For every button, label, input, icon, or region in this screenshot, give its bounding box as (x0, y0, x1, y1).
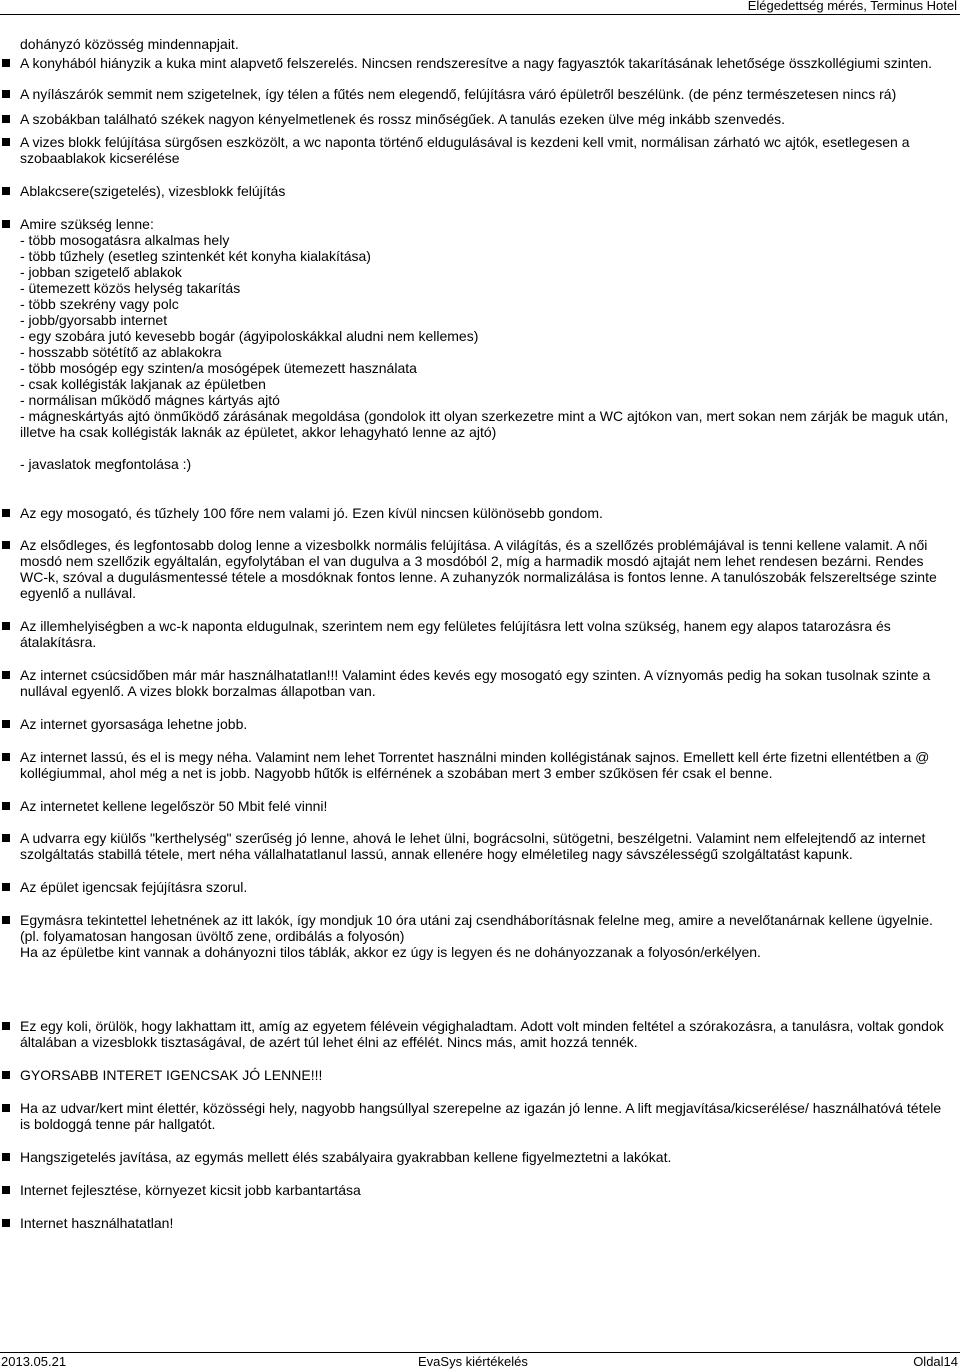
comment-item (0, 1182, 960, 1198)
square-bullet-icon (2, 1186, 10, 1194)
comment-item (0, 879, 960, 895)
comment-text: Az illemhelyiségben a wc-k naponta eldugulnak, szerintem nem egy felületes felújításra lett volna szükség, hanem egy alapos tatarozásra és átalakításra. (20, 618, 891, 650)
square-bullet-icon (2, 90, 10, 98)
header-title: Elégedettség mérés, Terminus Hotel (747, 0, 957, 13)
comment-item (0, 1018, 960, 1050)
square-bullet-icon (2, 220, 10, 228)
footer-title: EvaSys kiértékelés (418, 1354, 528, 1369)
square-bullet-icon (2, 187, 10, 195)
continuation-text: dohányzó közösség mindennapjait. (20, 36, 239, 52)
square-bullet-icon (2, 1022, 10, 1030)
comment-item (0, 111, 960, 127)
square-bullet-icon (2, 1104, 10, 1112)
square-bullet-icon (2, 1071, 10, 1079)
square-bullet-icon (2, 59, 10, 67)
comment-text: A vizes blokk felújítása sürgősen eszközölt, a wc naponta történő eldugulásával is kezdeni kell vmit, normálisan zárható wc ajtók, esetlegesen a szobaablakok kicserélése (20, 134, 910, 166)
comment-text: A szobákban található székek nagyon kényelmetlenek és rossz minőségűek. A tanulás ezeken ülve még inkább szenvedés. (20, 111, 786, 127)
square-bullet-icon (2, 883, 10, 891)
comment-text: Internet használhatatlan! (20, 1215, 174, 1231)
comment-item (0, 1100, 960, 1132)
square-bullet-icon (2, 509, 10, 517)
footer-page-number: Oldal14 (913, 1354, 958, 1369)
comment-text: Az épület igencsak fejújításra szorul. (20, 879, 248, 895)
comment-item (0, 86, 960, 102)
comment-item (0, 830, 960, 862)
comment-text: Az egy mosogató, és tűzhely 100 főre nem valami jó. Ezen kívül nincsen különösebb gondom. (20, 505, 603, 521)
comment-text: Az internet csúcsidőben már már használhatatlan!!! Valamint édes kevés egy mosogató egy szinten. A víznyomás pedig ha sokan tusolnak szinte a nullával egyenlő. A vizes blokk borzalmas állapotban van. (20, 667, 931, 699)
comment-item (0, 216, 960, 472)
square-bullet-icon (2, 115, 10, 123)
comment-text: Ablakcsere(szigetelés), vizesblokk felújítás (20, 183, 286, 199)
comment-item (0, 1149, 960, 1165)
comment-text: Ez egy koli, örülök, hogy lakhattam itt, amíg az egyetem félévein végighaladtam. Adott volt minden feltétel a szórakozásra, a tanulásra, voltak gondok általában a vizesblokk tisztaságával, de azért túl lehet élni az effélét. Nincs más, amit hozzá tennék. (20, 1018, 944, 1050)
square-bullet-icon (2, 138, 10, 146)
comment-item (0, 55, 960, 71)
footer-date: 2013.05.21 (1, 1354, 67, 1369)
comment-item (0, 134, 960, 166)
square-bullet-icon (2, 671, 10, 679)
square-bullet-icon (2, 1219, 10, 1227)
comment-item (0, 537, 960, 601)
comment-item (0, 183, 960, 199)
comment-item (0, 667, 960, 699)
square-bullet-icon (2, 622, 10, 630)
comment-text: A konyhából hiányzik a kuka mint alapvető felszerelés. Nincsen rendszeresítve a nagy fagyasztók takarításának lehetősége összkollégiumi szinten. (20, 55, 933, 71)
comment-item (0, 912, 960, 960)
page-footer (0, 1352, 960, 1372)
comment-text: Az internetet kellene legelőször 50 Mbit felé vinni! (20, 798, 328, 814)
square-bullet-icon (2, 720, 10, 728)
comment-text: Az internet gyorsasága lehetne jobb. (20, 716, 248, 732)
square-bullet-icon (2, 802, 10, 810)
square-bullet-icon (2, 1153, 10, 1161)
comment-text: Internet fejlesztése, környezet kicsit jobb karbantartása (20, 1182, 361, 1198)
page-header (0, 0, 960, 15)
comment-text: Amire szükség lenne: - több mosogatásra alkalmas hely - több tűzhely (esetleg szintenkét két konyha kialakítása) - jobban szigetelő ablakok - ütemezett közös helység takarítás - több szekrény vagy polc - jobb/gyorsabb internet - egy szobára jutó kevesebb bogár (ágyipoloskákkal aludni nem kellemes) - hosszabb sötétítő az ablakokra - több mosógép egy szinten/a mosógépek ütemezett használata - csak kollégisták lakjanak az épületben - normálisan működő mágnes kártyás ajtó - mágneskártyás ajtó önműködő zárásának megoldása (gondolok itt olyan szerkezetre mint a WC ajtókon van, mert sokan nem zárják be maguk után, illetve ha csak kollégisták laknák az épületet, akkor lehagyható lenne az ajtó) - javaslatok megfontolása :) (20, 216, 949, 472)
comment-item (0, 505, 960, 521)
comment-item (0, 1067, 960, 1083)
square-bullet-icon (2, 753, 10, 761)
comment-text: Az elsődleges, és legfontosabb dolog lenne a vizesbolkk normális felújítása. A világítás, és a szellőzés problémájával is tenni kellene valamit. A női mosdó nem szellőzik egyáltalán, egyfolytában el van dugulva a 3 mosdóból 2, míg a harmadik mosdó ajtaját nem lehet rendesen bezárni. Rendes WC-k, szóval a dugulásmentessé tétele a mosdóknak fontos lenne. A zuhanyzók normalizálása is fontos lenne. A tanulószobák felszereltsége szinte egyenlő a nullával. (20, 537, 937, 601)
square-bullet-icon (2, 541, 10, 549)
comment-item (0, 749, 960, 781)
comment-text: Hangszigetelés javítása, az egymás mellett élés szabályaira gyakrabban kellene figyelmeztetni a lakókat. (20, 1149, 672, 1165)
comment-item (0, 1215, 960, 1231)
comment-text: A nyílászárók semmit nem szigetelnek, így télen a fűtés nem elegendő, felújításra váró épületről beszélünk. (de pénz természetesen nincs rá) (20, 86, 897, 102)
comment-text: Ha az udvar/kert mint élettér, közösségi hely, nagyobb hangsúllyal szerepelne az igazán jó lenne. A lift megjavítása/kicserélése/ használhatóvá tétele is boldoggá tenne pár hallgatót. (20, 1100, 942, 1132)
comment-text: Az internet lassú, és el is megy néha. Valamint nem lehet Torrentet használni minden kollégistának sajnos. Emellett kell érte fizetni ellentétben a @ kollégiummal, ahol még a net is jobb. Nagyobb hűtők is elférnének a szobában mert 3 ember szűkösen fér csak el benne. (20, 749, 930, 781)
square-bullet-icon (2, 916, 10, 924)
comment-item (0, 798, 960, 814)
comment-item (0, 716, 960, 732)
comment-text: Egymásra tekintettel lehetnének az itt lakók, így mondjuk 10 óra utáni zaj csendháborításnak felelne meg, amire a nevelőtanárnak kellene ügyelnie.(pl. folyamatosan hangosan üvöltő zene, ordibálás a folyosón) Ha az épületbe kint vannak a dohányozni tilos táblák, akkor ez úgy is legyen és ne dohányozzanak a folyosón/erkélyen. (20, 912, 933, 960)
comment-item (0, 618, 960, 650)
square-bullet-icon (2, 834, 10, 842)
comments-list (0, 36, 960, 1231)
comment-text: A udvarra egy kiülős "kerthelység" szerűség jó lenne, ahová le lehet ülni, bográcsolni, sütögetni, beszélgetni. Valamint nem elfelejtendő az internet szolgáltatás stabillá tétele, mert néha vállalhatatlanul lassú, annak ellenére hogy elméletileg nagy sávszélességű szolgáltatást kapunk. (20, 830, 926, 862)
comment-text: GYORSABB INTERET IGENCSAK JÓ LENNE!!! (20, 1067, 323, 1083)
